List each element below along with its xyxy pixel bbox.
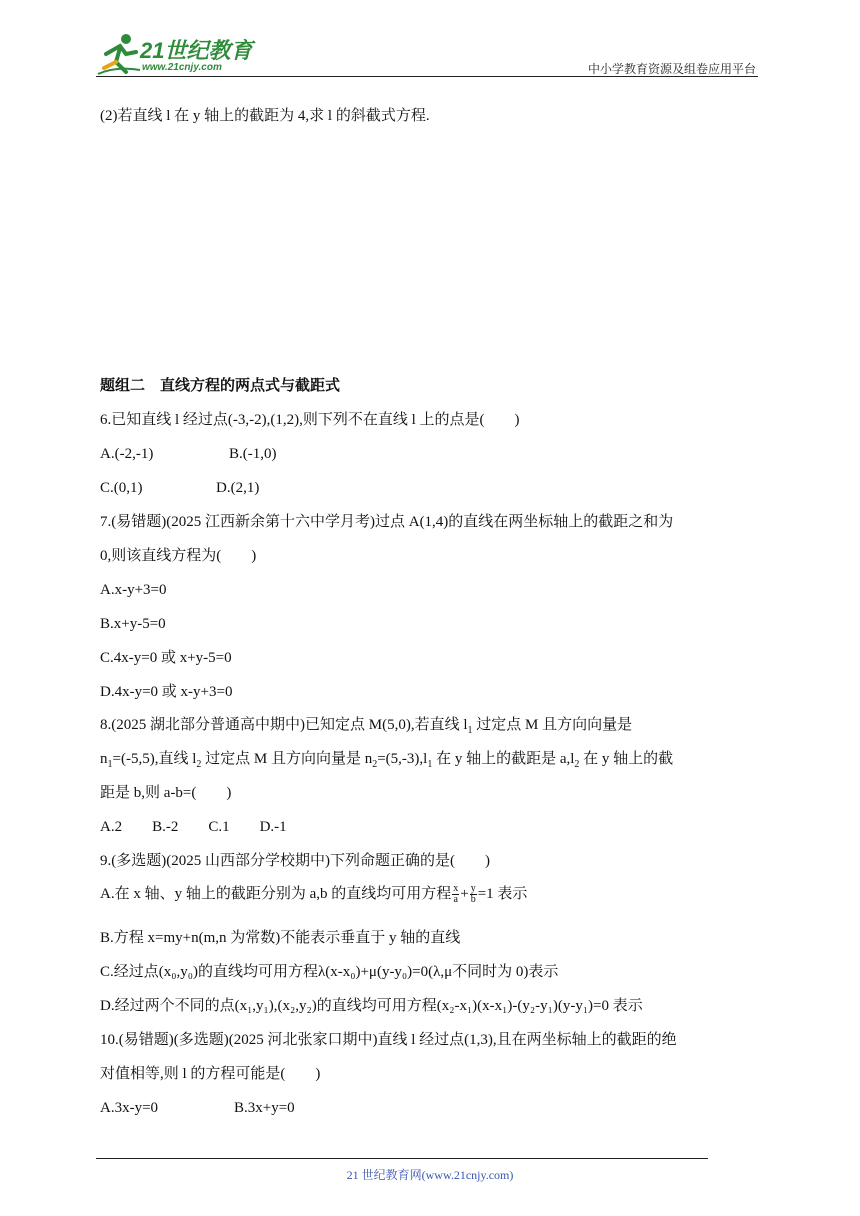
subscript: 1 (467, 725, 473, 736)
q8-options: A.2 B.-2 C.1 D.-1 (100, 819, 287, 835)
question-10-line-1: 10.(易错题)(多选题)(2025 河北张家口期中)直线 l 经过点(1,3),且在两坐标轴上的截距的绝 (100, 1032, 677, 1048)
q6-option-a: A.(-2,-1) (100, 446, 154, 462)
q10-option-b: B.3x+y=0 (234, 1100, 295, 1116)
question-8-line-2 (100, 749, 673, 775)
q7-option-b: B.x+y-5=0 (100, 616, 166, 632)
footer-divider (96, 1158, 708, 1159)
subscript: 2 (574, 759, 580, 770)
q8-text-6: =(5,-3),l (377, 751, 428, 767)
runner-logo-icon (96, 32, 142, 76)
q6-option-c: C.(0,1) (100, 480, 143, 496)
question-7-line-2: 0,则该直线方程为( ) (100, 548, 257, 564)
subscript: 2 (196, 759, 202, 770)
fraction-x-over-a (452, 884, 459, 905)
subscript: 2 (372, 759, 378, 770)
q8-text-7: 在 y 轴上的截距是 a,l (432, 751, 575, 767)
q8-text-2: 过定点 M 且方向向量是 (472, 717, 633, 733)
q7-option-d: D.4x-y=0 或 x-y+3=0 (100, 684, 233, 700)
q8-text-1: 8.(2025 湖北部分普通高中期中)已知定点 M(5,0),若直线 l (100, 717, 468, 733)
q8-text-5: 过定点 M 且方向向量是 n (201, 751, 373, 767)
q9-option-b: B.方程 x=my+n(m,n 为常数)不能表示垂直于 y 轴的直线 (100, 930, 461, 946)
question-8-line-1 (100, 715, 632, 741)
question-5-part-2: (2)若直线 l 在 y 轴上的截距为 4,求 l 的斜截式方程. (100, 108, 430, 124)
q9-a-text-2: =1 表示 (477, 886, 528, 902)
question-8-line-3: 距是 b,则 a-b=( ) (100, 785, 232, 801)
q9-option-c: C.经过点(x₀,y₀)的直线均可用方程λ(x-x₀)+μ(y-y₀)=0(λ,μ不同时为 0)表示 (100, 964, 559, 980)
question-7-line-1: 7.(易错题)(2025 江西新余第十六中学月考)过点 A(1,4)的直线在两坐标轴上的截距之和为 (100, 514, 674, 530)
q8-text-8: 在 y 轴上的截 (579, 751, 674, 767)
subscript: 1 (427, 759, 433, 770)
logo-url: www.21cnjy.com (142, 62, 222, 73)
footer-link[interactable]: 21 世纪教育网(www.21cnjy.com) (346, 1168, 514, 1182)
q9-a-text-1: A.在 x 轴、y 轴上的截距分别为 a,b 的直线均可用方程 (100, 886, 452, 902)
q8-text-4: =(-5,5),直线 l (112, 751, 197, 767)
fraction-denominator: a (453, 894, 458, 906)
header-divider (96, 76, 758, 77)
q7-option-c: C.4x-y=0 或 x+y-5=0 (100, 650, 232, 666)
platform-name: 中小学教育资源及组卷应用平台 (587, 62, 756, 76)
fraction-y-over-b (470, 884, 477, 905)
fraction-denominator: b (470, 894, 476, 906)
section-title: 题组二 直线方程的两点式与截距式 (100, 377, 341, 394)
q9-option-d: D.经过两个不同的点(x₁,y₁),(x₂,y₂)的直线均可用方程(x₂-x₁)(x-x₁)-(y₂-y₁)(y-y₁)=0 表示 (100, 998, 643, 1014)
q6-option-b: B.(-1,0) (229, 446, 277, 462)
q7-option-a: A.x-y+3=0 (100, 582, 167, 598)
question-6: 6.已知直线 l 经过点(-3,-2),(1,2),则下列不在直线 l 上的点是( ) (100, 412, 520, 428)
q9-option-a: A.在 x 轴、y 轴上的截距分别为 a,b 的直线均可用方程 $\frac{x}{a}$ + $\frac{y}{b}$ =1 表示 (100, 883, 528, 906)
question-9: 9.(多选题)(2025 山西部分学校期中)下列命题正确的是( ) (100, 853, 490, 869)
logo-text: 21世纪教育 (140, 38, 253, 63)
q10-option-a: A.3x-y=0 (100, 1100, 159, 1116)
fraction-numerator: x (453, 883, 459, 895)
q6-option-d: D.(2,1) (216, 480, 260, 496)
fraction-numerator: y (470, 883, 476, 895)
question-10-line-2: 对值相等,则 l 的方程可能是( ) (100, 1066, 321, 1082)
site-logo[interactable] (96, 32, 266, 78)
subscript: 1 (107, 759, 113, 770)
q8-text-3: n (100, 751, 108, 767)
